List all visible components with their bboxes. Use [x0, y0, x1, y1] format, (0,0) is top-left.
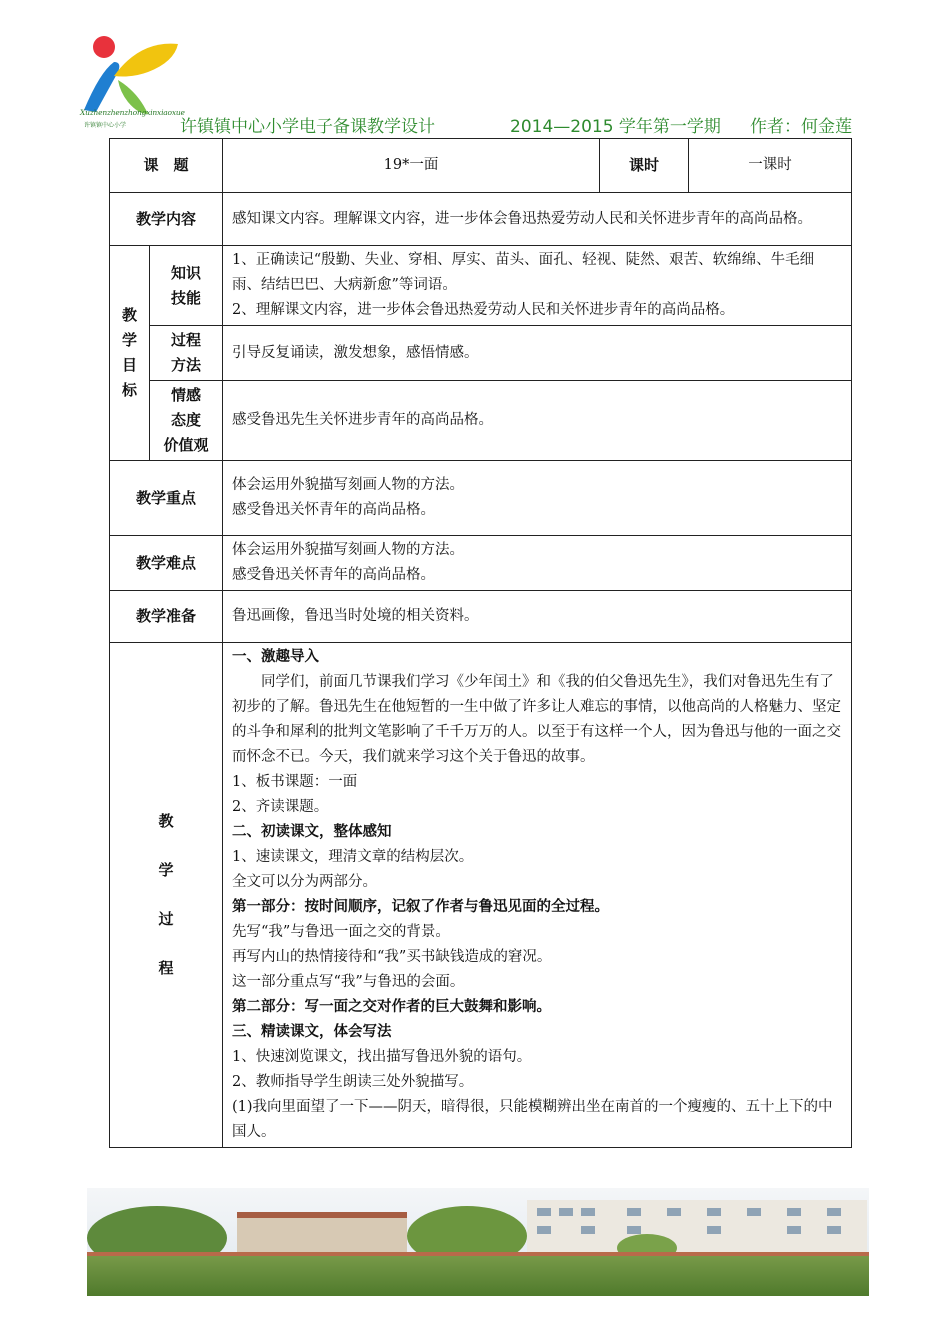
goal-label-line: 知识	[171, 263, 202, 282]
process-paragraph: 全文可以分为两部分。	[232, 874, 378, 890]
goal-row-attitude	[110, 381, 852, 461]
goal-line: 感受鲁迅先生关怀进步青年的高尚品格。	[232, 412, 494, 428]
process-paragraph: 先写“我”与鲁迅一面之交的背景。	[232, 924, 450, 940]
key-point-row	[110, 461, 852, 536]
logo-latin-text: Xuzhenzhenzhongxinxiaoxue	[80, 108, 185, 117]
key-point-line: 体会运用外貌描写刻画人物的方法。	[232, 477, 465, 493]
lesson-plan-table	[109, 138, 852, 1148]
goal-attitude-text	[223, 381, 852, 461]
goal-label-line: 价值观	[163, 436, 209, 454]
content-row	[110, 193, 852, 246]
goal-label-line: 过程	[171, 331, 202, 349]
goal-line: 2、理解课文内容，进一步体会鲁迅热爱劳动人民和关怀进步青年的高尚品格。	[232, 302, 735, 318]
prep-row	[110, 591, 852, 643]
process-paragraph: 1、速读课文，理清文章的结构层次。	[232, 849, 474, 865]
goal-row-process	[110, 326, 852, 381]
document-header	[180, 112, 870, 137]
difficulty-label: 教学难点	[110, 536, 223, 591]
process-label-char: 教	[158, 812, 174, 830]
process-paragraph: 三、精读课文，体会写法	[232, 1024, 392, 1040]
goal-process-text	[223, 326, 852, 381]
process-row	[110, 643, 852, 1148]
header-term: 2014—2015 学年第一学期	[510, 117, 721, 137]
process-paragraph: 2、齐读课题。	[232, 799, 329, 815]
goals-label-char: 目	[121, 356, 137, 374]
difficulty-row	[110, 536, 852, 591]
logo-chinese-text: 许镇镇中心小学	[84, 122, 127, 129]
goals-label-char: 学	[121, 331, 137, 349]
goal-label-line: 技能	[171, 288, 202, 307]
goal-label-line: 情感	[171, 386, 202, 404]
goal-row-knowledge	[110, 246, 852, 326]
period-label: 课时	[600, 139, 689, 193]
process-paragraph: 二、初读课文，整体感知	[232, 824, 392, 840]
header-title: 许镇镇中心小学电子备课教学设计	[180, 117, 435, 137]
prep-text: 鲁迅画像，鲁迅当时处境的相关资料。	[223, 591, 852, 643]
goal-attitude-label	[150, 381, 223, 461]
process-paragraph: 第二部分：写一面之交对作者的巨大鼓舞和影响。	[232, 999, 552, 1015]
process-paragraph: 这一部分重点写“我”与鲁迅的会面。	[232, 974, 465, 990]
topic-label: 课 题	[110, 139, 223, 193]
difficulty-line: 体会运用外貌描写刻画人物的方法。	[232, 542, 465, 558]
goal-knowledge-label	[150, 246, 223, 326]
difficulty-text	[223, 536, 852, 591]
goal-line: 引导反复诵读，激发想象，感悟情感。	[232, 344, 479, 361]
school-campus-banner	[87, 1188, 869, 1296]
process-paragraph: 第一部分：按时间顺序，记叙了作者与鲁迅见面的全过程。	[232, 899, 610, 915]
prep-label: 教学准备	[110, 591, 223, 643]
process-paragraph: 2、教师指导学生朗读三处外貌描写。	[232, 1074, 474, 1090]
process-paragraph: 一、激趣导入	[232, 649, 320, 665]
process-label-char: 学	[158, 861, 174, 879]
process-label-char: 过	[158, 910, 174, 928]
goals-label	[110, 246, 150, 461]
content-label: 教学内容	[110, 193, 223, 246]
key-point-line: 感受鲁迅关怀青年的高尚品格。	[232, 502, 436, 518]
goal-label-line: 方法	[171, 356, 202, 374]
process-text	[223, 643, 852, 1148]
header-author: 作者：何金莲	[750, 117, 852, 137]
topic-row	[110, 139, 852, 193]
goal-process-label	[150, 326, 223, 381]
process-paragraph: 再写内山的热情接待和“我”买书缺钱造成的窘况。	[232, 949, 552, 965]
key-point-label: 教学重点	[110, 461, 223, 536]
goals-label-char: 标	[121, 381, 137, 399]
process-paragraph: 1、板书课题：一面	[232, 774, 358, 790]
period-value: 一课时	[689, 139, 852, 193]
process-label-char: 程	[158, 959, 174, 977]
goal-label-line: 态度	[171, 411, 202, 429]
content-value: 感知课文内容。理解课文内容，进一步体会鲁迅热爱劳动人民和关怀进步青年的高尚品格。	[223, 193, 852, 246]
process-paragraph: (1)我向里面望了一下——阴天，暗得很，只能模糊辨出坐在南首的一个瘦瘦的、五十上下的中国人。	[232, 1099, 833, 1140]
process-paragraph: 1、快速浏览课文，找出描写鲁迅外貌的语句。	[232, 1049, 532, 1065]
topic-value: 19*一面	[223, 139, 600, 193]
process-label	[110, 643, 223, 1148]
difficulty-line: 感受鲁迅关怀青年的高尚品格。	[232, 567, 436, 583]
goal-line: 1、正确读记“殷勤、失业、穿相、厚实、苗头、面孔、轻视、陡然、艰苦、软绵绵、牛毛细雨、结结巴巴、大病新愈”等词语。	[232, 252, 815, 293]
goals-label-char: 教	[121, 306, 137, 324]
process-paragraph: 同学们，前面几节课我们学习《少年闰土》和《我的伯父鲁迅先生》，我们对鲁迅先生有了初步的了解。鲁迅先生在他短暂的一生中做了许多让人难忘的事情，以他高尚的人格魅力、坚定的斗争和犀利的批判文笔影响了千千万万的人。以至于有这样一个人，因为鲁迅与他的一面之交而怀念不已。今天，我们就来学习这个关于鲁迅的故事。	[232, 674, 842, 765]
goal-knowledge-text	[223, 246, 852, 326]
key-point-text	[223, 461, 852, 536]
